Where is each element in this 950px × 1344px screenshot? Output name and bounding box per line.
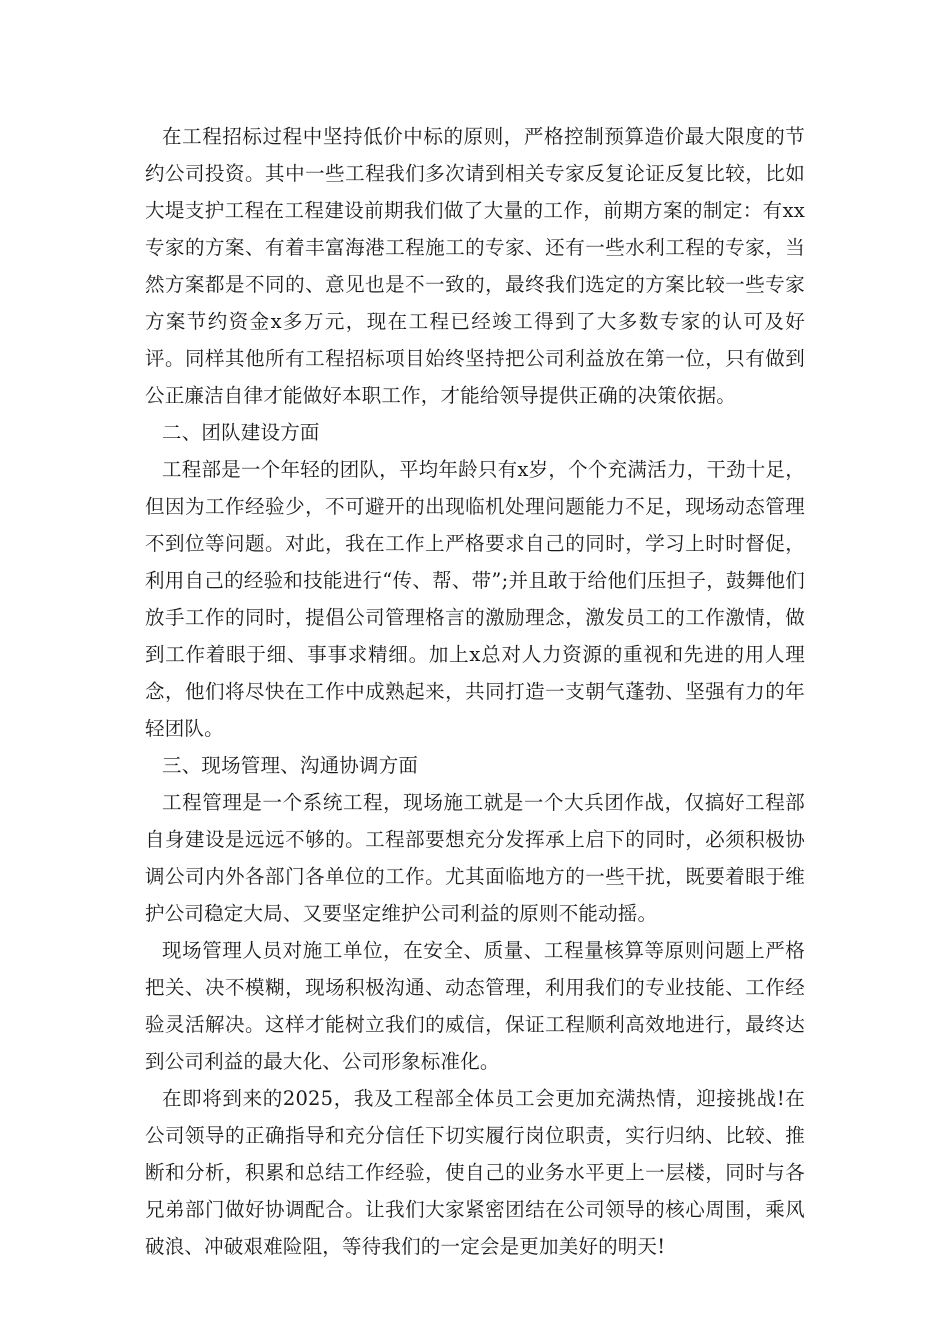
paragraph-team-building: 工程部是一个年轻的团队，平均年龄只有x岁，个个充满活力，干劲十足，但因为工作经验少，不可避开的出现临机处理问题能力不足，现场动态管理不到位等问题。对此，我在工作上严格要求自己的同时，学习上时时督促，利用自己的经验和技能进行“传、帮、带”;并且敢于给他们压担子，鼓舞他们放手工作的同时，提倡公司管理格言的激励理念，激发员工的工作激情，做到工作着眼于细、事事求精细。加上x总对人力资源的重视和先进的用人理念，他们将尽快在工作中成熟起来，共同打造一支朝气蓬勃、坚强有力的年轻团队。	[145, 458, 805, 740]
paragraph-site-management: 工程管理是一个系统工程，现场施工就是一个大兵团作战，仅搞好工程部自身建设是远远不够的。工程部要想充分发挥承上启下的同时，必须积极协调公司内外各部门各单位的工作。尤其面临地方的一些干扰，既要着眼于维护公司稳定大局、又要坚定维护公司利益的原则不能动摇。	[145, 791, 805, 925]
document-body	[145, 118, 805, 1265]
section-heading-team-building: 二、团队建设方面	[162, 421, 320, 444]
paragraph-site-staff: 现场管理人员对施工单位，在安全、质量、工程量核算等原则问题上严格把关、决不模糊，现场积极沟通、动态管理，利用我们的专业技能、工作经验灵活解决。这样才能树立我们的威信，保证工程顺利高效地进行，最终达到公司利益的最大化、公司形象标准化。	[145, 939, 805, 1073]
paragraph-outlook: 在即将到来的2025，我及工程部全体员工会更加充满热情，迎接挑战!在公司领导的正确指导和充分信任下切实履行岗位职责，实行归纳、比较、推断和分析，积累和总结工作经验，使自己的业务水平更上一层楼，同时与各兄弟部门做好协调配合。让我们大家紧密团结在公司领导的核心周围，乘风破浪、冲破艰难险阻，等待我们的一定会是更加美好的明天!	[145, 1087, 805, 1258]
section-heading-site-management: 三、现场管理、沟通协调方面	[162, 754, 419, 777]
paragraph-bidding: 在工程招标过程中坚持低价中标的原则，严格控制预算造价最大限度的节约公司投资。其中一些工程我们多次请到相关专家反复论证反复比较，比如大堤支护工程在工程建设前期我们做了大量的工作，前期方案的制定：有xx专家的方案、有着丰富海港工程施工的专家、还有一些水利工程的专家，当然方案都是不同的、意见也是不一致的，最终我们选定的方案比较一些专家方案节约资金x多万元，现在工程已经竣工得到了大多数专家的认可及好评。同样其他所有工程招标项目始终坚持把公司利益放在第一位，只有做到公正廉洁自律才能做好本职工作，才能给领导提供正确的决策依据。	[145, 125, 805, 407]
